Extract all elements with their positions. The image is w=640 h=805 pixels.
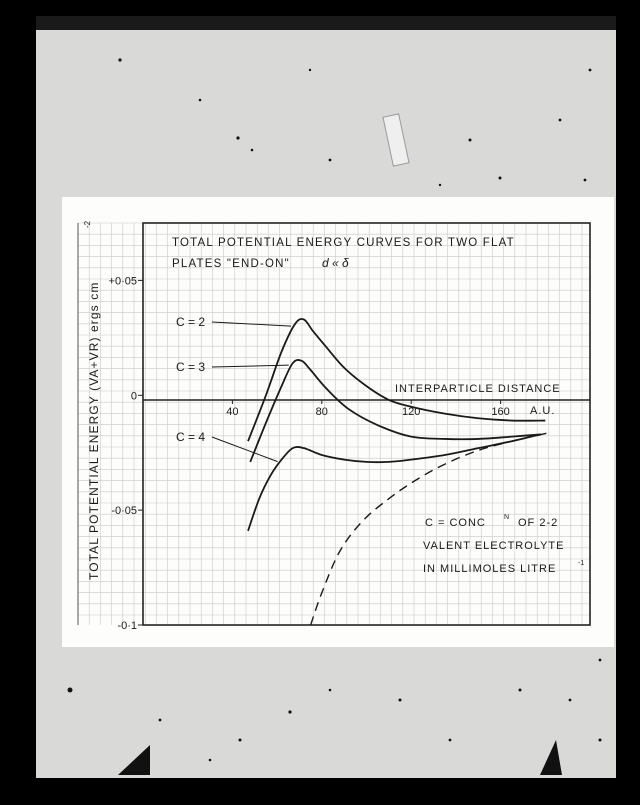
plate-specks (68, 58, 602, 761)
chart-subtitle: PLATES "END-ON" (172, 258, 290, 270)
annotation-line-2: VALENT ELECTROLYTE (423, 540, 565, 552)
y-tick-label: -0·1 (117, 620, 137, 632)
y-tick-label: +0·05 (108, 275, 137, 288)
y-axis-label-group (83, 220, 101, 580)
series-line (248, 434, 541, 530)
x-tick-label: 80 (315, 406, 328, 418)
y-axis-label: TOTAL POTENTIAL ENERGY (VA+VR) ergs cm (87, 281, 101, 580)
y-ticks (109, 275, 143, 632)
x-tick-label: 40 (226, 406, 239, 418)
x-axis-label: INTERPARTICLE DISTANCE (395, 383, 561, 395)
y-axis-label-exponent: -2 (83, 220, 92, 228)
annotation-line-3: IN MILLIMOLES LITRE (423, 563, 557, 575)
series-labels (176, 315, 291, 462)
chart-title: TOTAL POTENTIAL ENERGY CURVES FOR TWO FLAT (172, 237, 515, 249)
series-label: C = 4 (176, 430, 206, 444)
annotation-conc-superscript: N (504, 514, 510, 521)
series-label: C = 2 (176, 315, 206, 329)
annotation-line-1: C = CONC (425, 517, 486, 529)
chart-condition: d « δ (322, 256, 349, 270)
y-tick-label: 0 (130, 390, 137, 403)
x-axis-unit: A.U. (530, 405, 556, 417)
y-tick-label: -0·05 (111, 505, 137, 518)
series-label: C = 3 (176, 360, 206, 374)
series-layer (248, 319, 552, 625)
x-tick-label: 160 (491, 406, 510, 418)
annotation-litre-exponent: -1 (578, 560, 585, 567)
x-tick-label: 120 (402, 406, 421, 418)
annotation-line-1b: OF 2-2 (518, 517, 559, 529)
